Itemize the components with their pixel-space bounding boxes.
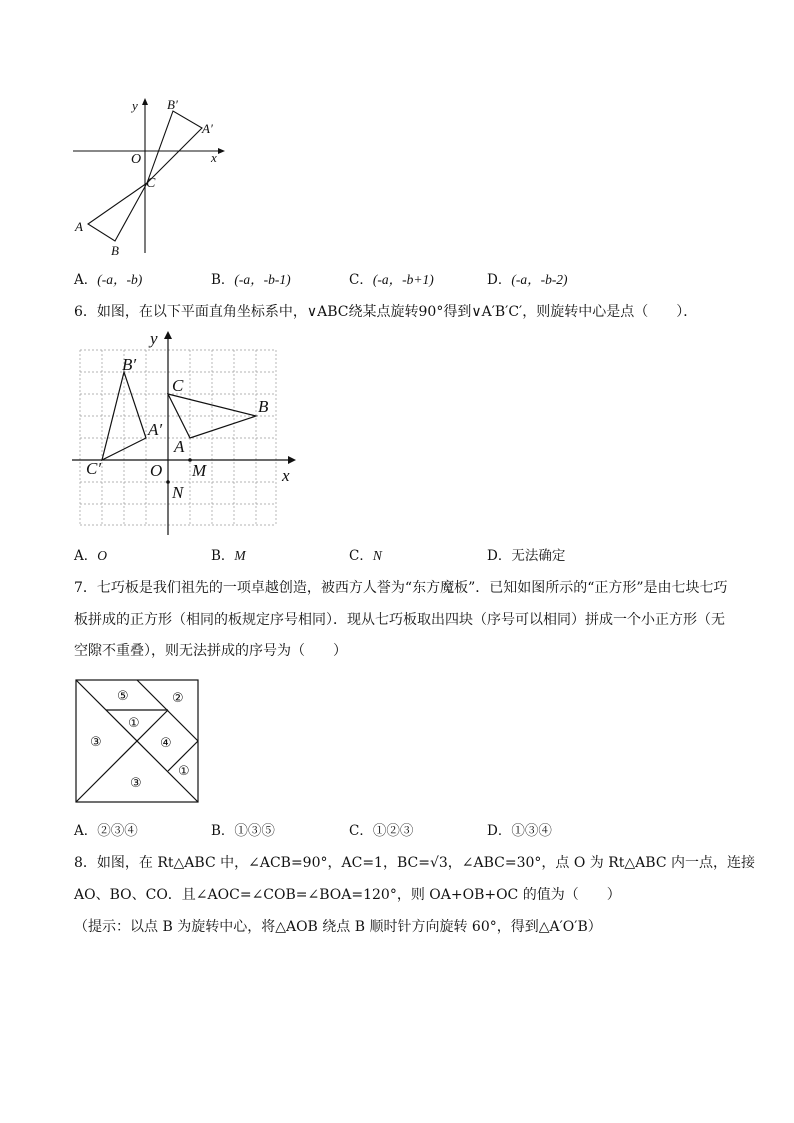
piece-1b-label: ①: [178, 764, 190, 779]
label-origin: O: [131, 152, 142, 167]
label-x: x: [211, 150, 217, 165]
q6-option-d[interactable]: D．无法确定: [487, 548, 566, 564]
label-y: y: [150, 329, 158, 348]
x-axis-arrow: [288, 456, 296, 464]
q7-stem-line-1: 7．七巧板是我们祖先的一项卓越创造，被西方人誉为“东方魔板”．已知如图所示的“正方形”是由七块七巧: [74, 580, 728, 596]
piece-5-label: ⑤: [117, 689, 129, 704]
y-axis-arrow: [164, 331, 172, 339]
q5-option-a[interactable]: A．(-a，-b): [74, 272, 143, 288]
q8-stem-line-1: 8．如图，在 Rt△ABC 中，∠ACB=90°，AC=1，BC=√3，∠ABC=30°，点 O 为 Rt△ABC 内一点，连接: [74, 855, 756, 871]
piece-4-label: ④: [160, 736, 172, 751]
label-n: N: [172, 483, 184, 502]
q6-option-a[interactable]: A．O: [74, 548, 107, 564]
q6-figure: [70, 325, 305, 540]
q5-option-c[interactable]: C．(-a，-b+1): [349, 272, 434, 288]
piece-3b-label: ③: [130, 776, 142, 791]
label-y: y: [132, 98, 138, 113]
q7-option-c[interactable]: C．①②③: [349, 823, 414, 839]
x-axis-arrow: [218, 148, 225, 154]
q6-option-b[interactable]: B．M: [211, 548, 246, 564]
q5-option-b[interactable]: B．(-a，-b-1): [211, 272, 291, 288]
q8-hint: （提示：以点 B 为旋转中心，将△AOB 绕点 B 顺时针方向旋转 60°，得到△A′O′B）: [74, 919, 602, 935]
label-a-prime: A′: [148, 420, 163, 439]
label-a: A: [174, 437, 185, 456]
label-b: B: [258, 397, 269, 416]
piece-3a-label: ③: [90, 735, 102, 750]
q8-stem-line-2: AO、BO、CO．且∠AOC=∠COB=∠BOA=120°，则 OA+OB+OC 的值为（ ）: [74, 887, 621, 903]
label-a: A: [75, 219, 83, 234]
label-m: M: [192, 461, 207, 480]
triangle-a1b1c: [147, 111, 202, 183]
label-b: B: [111, 243, 119, 258]
label-a-prime: A′: [202, 121, 213, 136]
q7-tangram-figure: [74, 678, 202, 806]
q5-option-d[interactable]: D．(-a，-b-2): [487, 272, 568, 288]
label-origin: O: [150, 461, 163, 480]
label-c: C: [146, 176, 156, 191]
label-b-prime: B′: [167, 97, 178, 112]
q7-option-d[interactable]: D．①③④: [487, 823, 552, 839]
q7-option-a[interactable]: A．②③④: [74, 823, 138, 839]
q5-figure: [65, 95, 235, 260]
q7-stem-line-2: 板拼成的正方形（相同的板规定序号相同）．现从七巧板取出四块（序号可以相同）拼成一个小正方形（无: [74, 612, 725, 628]
triangle-abc: [88, 183, 147, 241]
q6-option-c[interactable]: C．N: [349, 548, 382, 564]
q7-stem-line-3: 空隙不重叠），则无法拼成的序号为（ ）: [74, 643, 347, 659]
label-x: x: [282, 466, 290, 485]
label-b-prime: B′: [122, 355, 137, 374]
point-n: [166, 480, 170, 484]
q7-option-b[interactable]: B．①③⑤: [211, 823, 275, 839]
piece-2-label: ②: [172, 691, 184, 706]
label-c: C: [172, 376, 184, 395]
y-axis-arrow: [142, 98, 148, 105]
q6-stem: 6．如图，在以下平面直角坐标系中，∨ABC绕某点旋转90°得到∨A′B′C′，则旋转中心是点（ ）．: [74, 304, 698, 320]
piece-1a-label: ①: [128, 716, 140, 731]
label-c-prime: C′: [86, 459, 102, 478]
